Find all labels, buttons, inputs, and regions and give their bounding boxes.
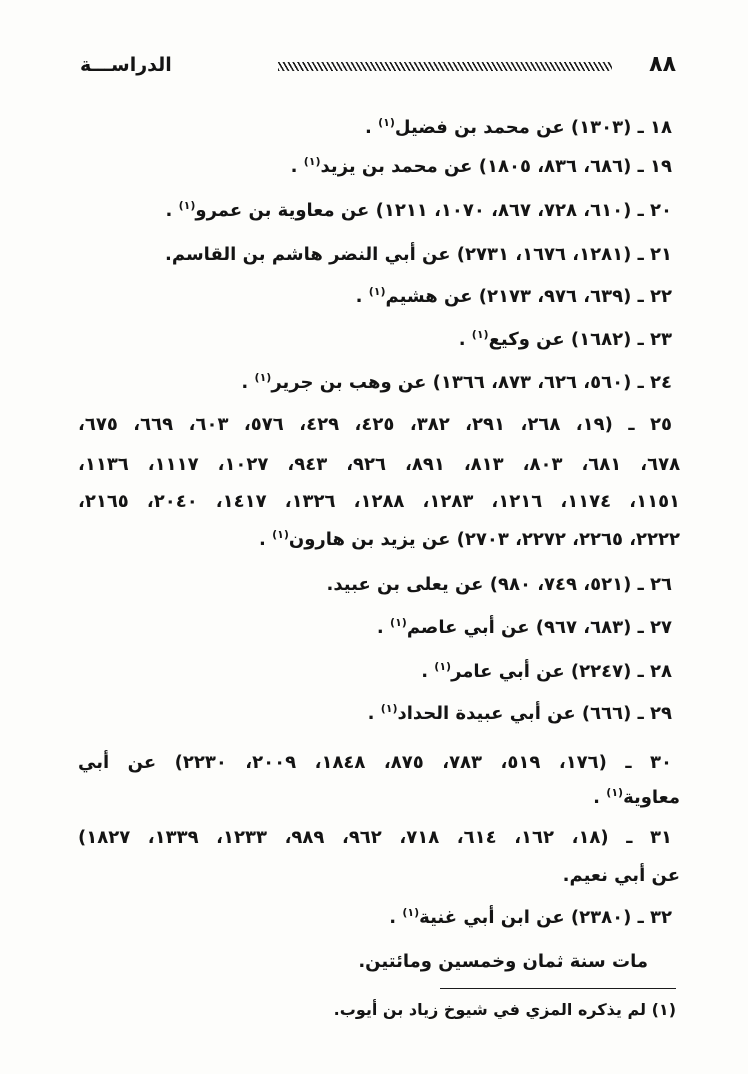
entry-text: ١١٥١، ١١٧٤، ١٢١٦، ١٢٨٣، ١٢٨٨، ١٣٢٦، ١٤١٧، ٢٠٤٠، ٢١٦٥، (78, 491, 681, 512)
entry-text: ٢٠ ـ (٦١٠، ٧٢٨، ٨٦٧، ١٠٧٠، ١٢١١) عن معاوية بن عمرو (195, 200, 672, 221)
footnote-reference: (١) (303, 155, 321, 168)
entry-line (78, 746, 680, 780)
entry-line (78, 323, 680, 357)
entry-line (78, 611, 680, 645)
entry-line (78, 408, 680, 442)
entry-text: ٣٠ ـ (١٧٦، ٥١٩، ٧٨٣، ٨٧٥، ١٨٤٨، ٢٠٠٩، ٢٢٣٠) عن أبي (78, 752, 673, 773)
entry-text: ٦٧٨، ٦٨١، ٨٠٣، ٨١٣، ٨٩١، ٩٢٦، ٩٤٣، ١٠٢٧، ١١١٧، ١١٣٦، (78, 454, 681, 475)
header-hatched-rule (278, 62, 612, 71)
running-title: الدراســـة (80, 54, 172, 76)
footnote (78, 995, 680, 1025)
footnote-reference: (١) (272, 528, 289, 541)
closing-text: مات سنة ثمان وخمسين ومائتين. (358, 951, 648, 972)
entry-text: ٢٢ ـ (٦٣٩، ٩٧٦، ٢١٧٣) عن هشيم (385, 286, 672, 307)
entry-line (78, 859, 680, 893)
closing-statement (78, 945, 680, 979)
entry-text: ٣٢ ـ (٢٣٨٠) عن ابن أبي غنية (419, 907, 672, 928)
footnote-text: لم يذكره المزي في شيوخ زياد بن أيوب. (333, 1000, 647, 1019)
footnote-reference: (١) (606, 786, 624, 799)
entry-line (78, 485, 680, 519)
entry-terminator: . (458, 329, 472, 350)
entry-terminator: . (376, 617, 391, 638)
footnote-reference: (١) (254, 371, 272, 384)
entry-text: ٣١ ـ (١٨، ١٦٢، ٦١٤، ٧١٨، ٩٦٢، ٩٨٩، ١٢٣٣، ١٣٣٩، ١٨٢٧) (78, 827, 672, 848)
entry-line (78, 821, 680, 855)
entry-line (78, 111, 680, 145)
entry-terminator: . (355, 286, 369, 307)
entry-text: عن أبي نعيم. (562, 865, 680, 886)
entry-line (78, 901, 680, 935)
entry-text: ٢٢٢٢، ٢٢٦٥، ٢٢٧٢، ٢٧٠٣) عن يزيد بن هارون (288, 529, 680, 550)
entry-line (78, 781, 680, 815)
entry-text: ٢٤ ـ (٥٦٠، ٦٢٦، ٨٧٣، ١٣٦٦) عن وهب بن جرير (271, 372, 672, 393)
entry-line (78, 448, 680, 482)
footnote-reference: (١) (380, 702, 398, 715)
entry-terminator: . (165, 200, 179, 221)
entry-terminator: . (364, 117, 379, 138)
entry-terminator: . (241, 372, 255, 393)
entry-terminator: . (367, 703, 381, 724)
page-number: ٨٨ (649, 52, 676, 77)
footnote-separator (440, 988, 676, 989)
entry-line (78, 194, 680, 228)
footnote-reference: (١) (368, 285, 386, 298)
entry-line (78, 238, 680, 272)
entry-text: ٢٥ ـ (١٩، ٢٦٨، ٢٩١، ٣٨٢، ٤٢٥، ٤٢٩، ٥٧٦، ٦٠٣، ٦٦٩، ٦٧٥، (78, 414, 673, 435)
entry-text: ٢٣ ـ (١٦٨٢) عن وكيع (488, 329, 672, 350)
entry-terminator: . (389, 907, 403, 928)
footnote-marker: (١) (651, 1000, 676, 1019)
entry-terminator: . (421, 661, 435, 682)
entry-text: ١٩ ـ (٦٨٦، ٨٣٦، ١٨٠٥) عن محمد بن يزيد (320, 156, 672, 177)
entry-line (78, 655, 680, 689)
entry-line (78, 366, 680, 400)
footnote-reference: (١) (471, 328, 489, 341)
footnote-reference: (١) (178, 199, 196, 212)
entry-terminator: . (593, 787, 607, 808)
entry-line (78, 280, 680, 314)
entry-text: ٢١ ـ (١٢٨١، ١٦٧٦، ٢٧٣١) عن أبي النضر هاشم بن القاسم. (165, 244, 672, 265)
entry-text: معاوية (623, 787, 680, 808)
entry-text: ٢٦ ـ (٥٢١، ٧٤٩، ٩٨٠) عن يعلى بن عبيد. (326, 574, 672, 595)
footnote-reference: (١) (378, 116, 395, 129)
entry-terminator: . (290, 156, 304, 177)
entry-line (78, 697, 680, 731)
entry-terminator: . (258, 529, 273, 550)
entry-line (78, 150, 680, 184)
footnote-reference: (١) (390, 616, 407, 629)
entry-text: ٢٩ ـ (٦٦٦) عن أبي عبيدة الحداد (397, 703, 672, 724)
entry-text: ٢٨ ـ (٢٢٤٧) عن أبي عامر (451, 661, 672, 682)
entry-text: ٢٧ ـ (٦٨٣، ٩٦٧) عن أبي عاصم (406, 617, 672, 638)
entry-text: ١٨ ـ (١٣٠٣) عن محمد بن فضيل (394, 117, 672, 138)
entry-line (78, 568, 680, 602)
footnote-reference: (١) (434, 660, 452, 673)
entry-line (78, 523, 680, 557)
footnote-reference: (١) (402, 906, 420, 919)
